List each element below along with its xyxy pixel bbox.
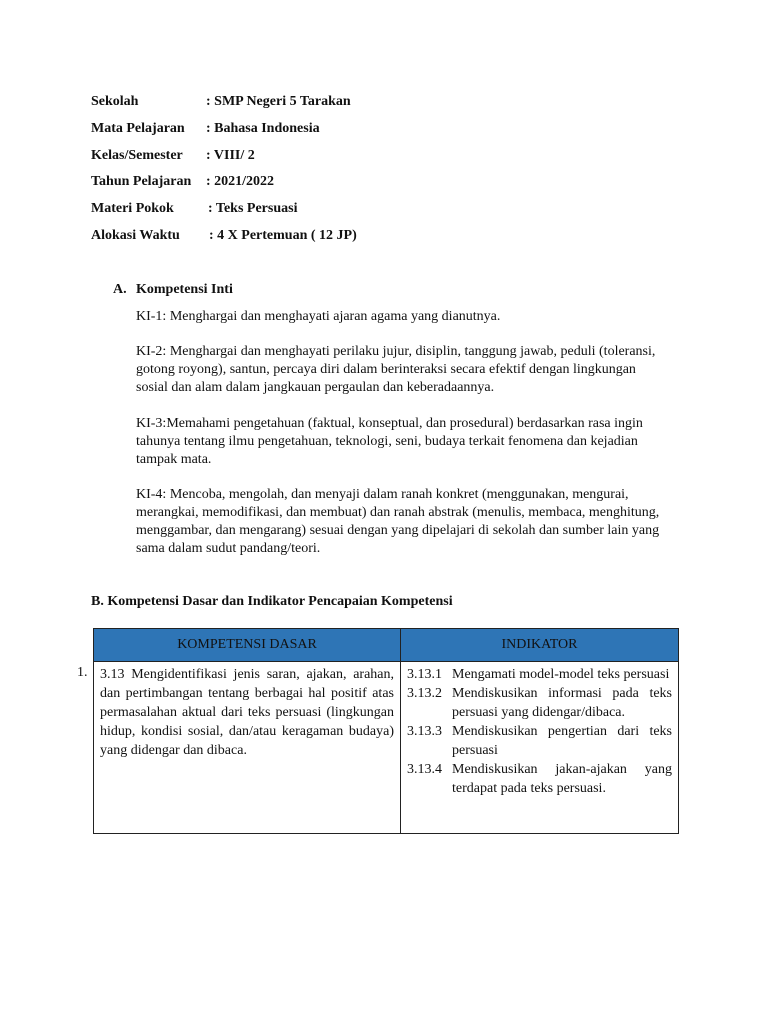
info-row-alokasi-waktu <box>91 227 357 254</box>
indicator-item <box>407 760 672 798</box>
indicator-cell <box>401 662 679 834</box>
indicator-text: Mendiskusikan jakan-ajakan yang terdapat pada teks persuasi. <box>452 762 672 796</box>
indicator-text: Mendiskusikan pengertian dari teks persuasi <box>452 724 672 758</box>
ki-2-paragraph: KI-2: Menghargai dan menghayati perilaku jujur, disiplin, tanggung jawab, peduli (toleransi, gotong royong), santun, percaya diri dalam berinteraksi secara efektif dengan lingkungan sosial dan alam dalam jangkauan pergaulan dan keberadaannya. <box>136 344 656 395</box>
header-indikator: INDIKATOR <box>401 629 679 662</box>
section-b-heading: B. Kompetensi Dasar dan Indikator Pencapaian Kompetensi <box>91 594 453 609</box>
identity-block <box>91 93 357 254</box>
indicator-number: 3.13.4 <box>407 762 442 777</box>
table-header-row <box>94 629 679 662</box>
ki-1-paragraph: KI-1: Menghargai dan menghayati ajaran agama yang dianutnya. <box>136 309 501 324</box>
info-row-sekolah <box>91 93 357 120</box>
section-a-heading <box>113 282 233 298</box>
indicator-number: 3.13.1 <box>407 667 442 682</box>
info-label: Tahun Pelajaran <box>91 174 192 190</box>
section-title: Kompetensi Inti <box>136 282 233 297</box>
table-row-number: 1. <box>77 665 88 680</box>
info-row-materi-pokok <box>91 200 357 227</box>
kd-text: 3.13 Mengidentifikasi jenis saran, ajakan, arahan, dan pertimbangan tentang berbagai hal positif atas permasalahan aktual dari teks persuasi (lingkungan hidup, kondisi sosial, dan/atau keragaman budaya) yang didengar dan dibaca. <box>100 667 394 758</box>
info-value: : Teks Persuasi <box>208 201 298 217</box>
competency-table <box>93 628 679 834</box>
indicator-text: Mendiskusikan informasi pada teks persuasi yang didengar/dibaca. <box>452 686 672 720</box>
info-value: : SMP Negeri 5 Tarakan <box>206 94 351 109</box>
info-label: Alokasi Waktu <box>91 227 180 243</box>
table-row <box>94 662 679 834</box>
indicator-item <box>407 684 672 722</box>
info-row-tahun-pelajaran <box>91 173 357 200</box>
info-label: Kelas/Semester <box>91 147 183 163</box>
info-row-kelas-semester <box>91 147 357 174</box>
info-value: : VIII/ 2 <box>206 147 255 163</box>
ki-4-paragraph: KI-4: Mencoba, mengolah, dan menyaji dalam ranah konkret (menggunakan, mengurai, merangkai, memodifikasi, dan membuat) dan ranah abstrak (menulis, membaca, menghitung, menggambar, dan mengarang) sesuai dengan yang dipelajari di sekolah dan sumber lain yang sama dalam sudut pandang/teori. <box>136 487 660 556</box>
indicator-text: Mengamati model-model teks persuasi <box>452 667 670 682</box>
info-row-mata-pelajaran <box>91 120 357 147</box>
info-label: Sekolah <box>91 94 139 109</box>
header-kompetensi-dasar: KOMPETENSI DASAR <box>94 629 401 662</box>
kd-cell <box>94 662 401 834</box>
info-value: : 2021/2022 <box>206 174 275 190</box>
info-label: Materi Pokok <box>91 201 174 217</box>
indicator-item <box>407 665 672 684</box>
indicator-number: 3.13.2 <box>407 686 442 701</box>
info-value: : Bahasa Indonesia <box>206 120 320 136</box>
indicator-number: 3.13.3 <box>407 724 442 739</box>
ki-3-paragraph: KI-3:Memahami pengetahuan (faktual, konseptual, dan prosedural) berdasarkan rasa ingin tahunya tentang ilmu pengetahuan, teknologi, seni, budaya terkait fenomena dan kejadian tampak mata. <box>136 416 643 467</box>
info-label: Mata Pelajaran <box>91 120 185 136</box>
info-value: : 4 X Pertemuan ( 12 JP) <box>209 227 357 243</box>
section-letter: A. <box>113 282 127 297</box>
indicator-item <box>407 722 672 760</box>
